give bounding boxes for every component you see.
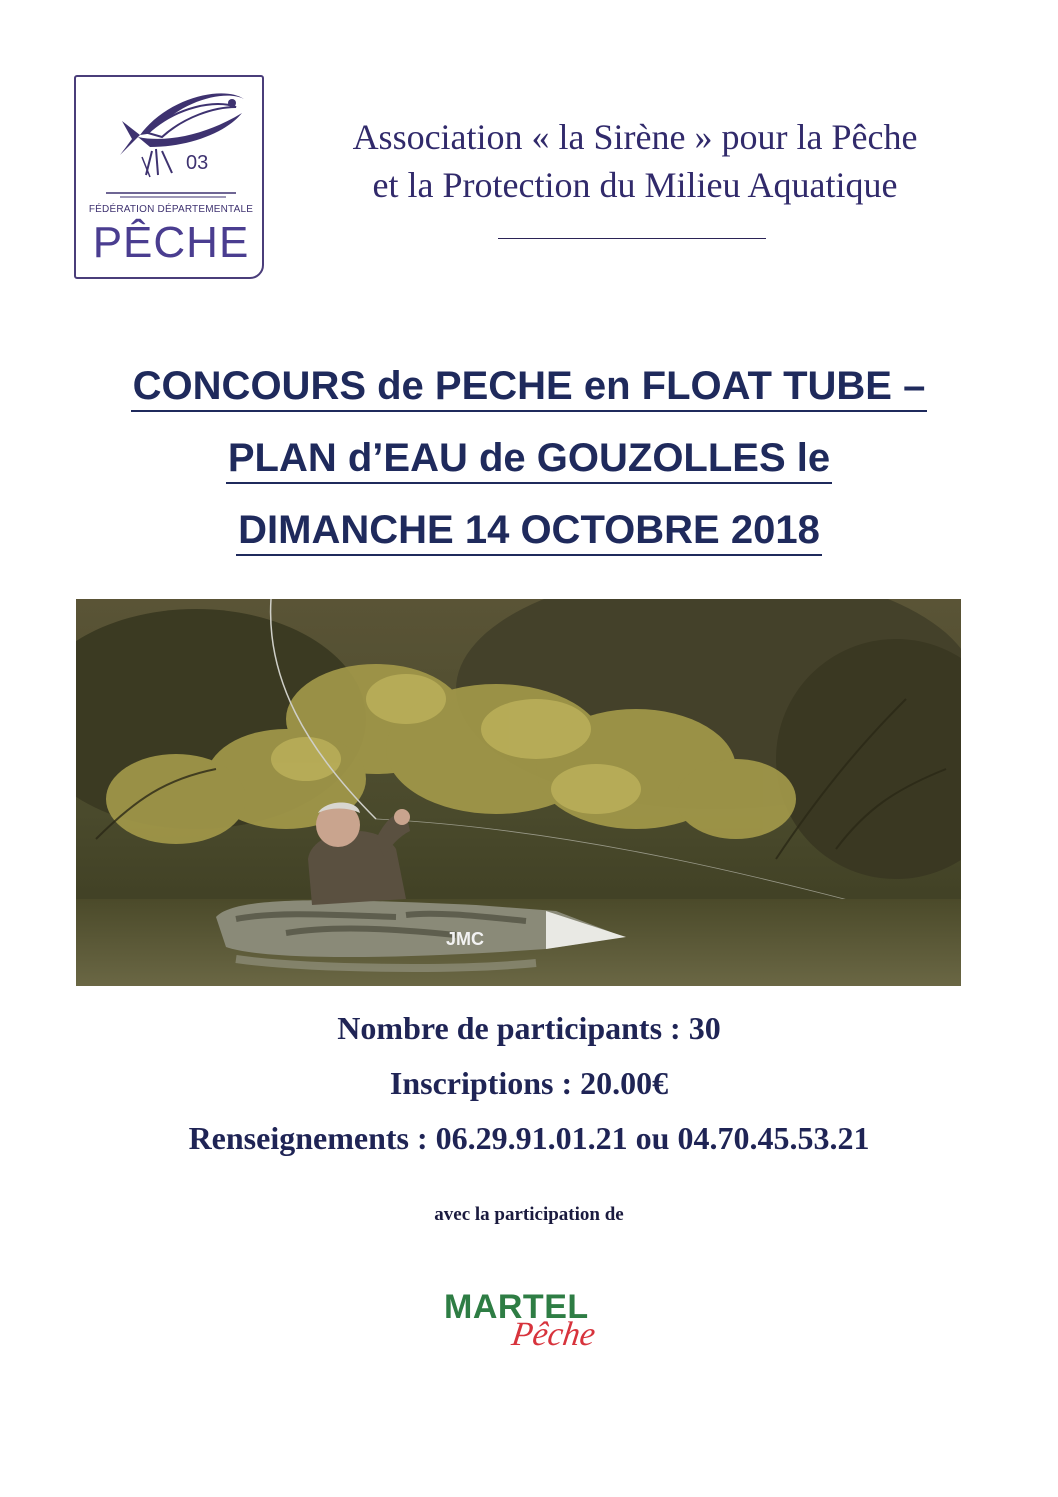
float-tube-photo xyxy=(76,599,961,986)
title-line-2: PLAN d’EAU de GOUZOLLES le xyxy=(226,434,832,484)
sponsor-sub: Pêche xyxy=(509,1316,598,1353)
association-heading xyxy=(290,113,980,209)
title-line-3: DIMANCHE 14 OCTOBRE 2018 xyxy=(236,506,822,556)
logo-federation-text: FÉDÉRATION DÉPARTEMENTALE xyxy=(88,204,254,215)
association-line-2: et la Protection du Milieu Aquatique xyxy=(372,165,898,205)
heading-divider xyxy=(498,238,766,239)
sponsor-name: MARTEL xyxy=(444,1288,589,1326)
event-title xyxy=(60,350,998,566)
logo-peche-text: PÊCHE xyxy=(92,218,250,267)
federation-logo xyxy=(74,75,264,279)
boat-label: JMC xyxy=(446,929,485,949)
martel-peche-logo xyxy=(440,1288,620,1360)
logo-dept-number: 03 xyxy=(186,152,209,174)
inscriptions-text: Inscriptions : 20.00€ xyxy=(389,1065,669,1101)
contact-text: Renseignements : 06.29.91.01.21 ou 04.70.45.53.21 xyxy=(188,1120,870,1156)
association-line-1: Association « la Sirène » pour la Pêche xyxy=(352,117,918,157)
title-line-1: CONCOURS de PECHE en FLOAT TUBE – xyxy=(131,362,928,412)
partner-text: avec la participation de xyxy=(434,1204,624,1225)
participants-text: Nombre de participants : 30 xyxy=(337,1010,721,1046)
